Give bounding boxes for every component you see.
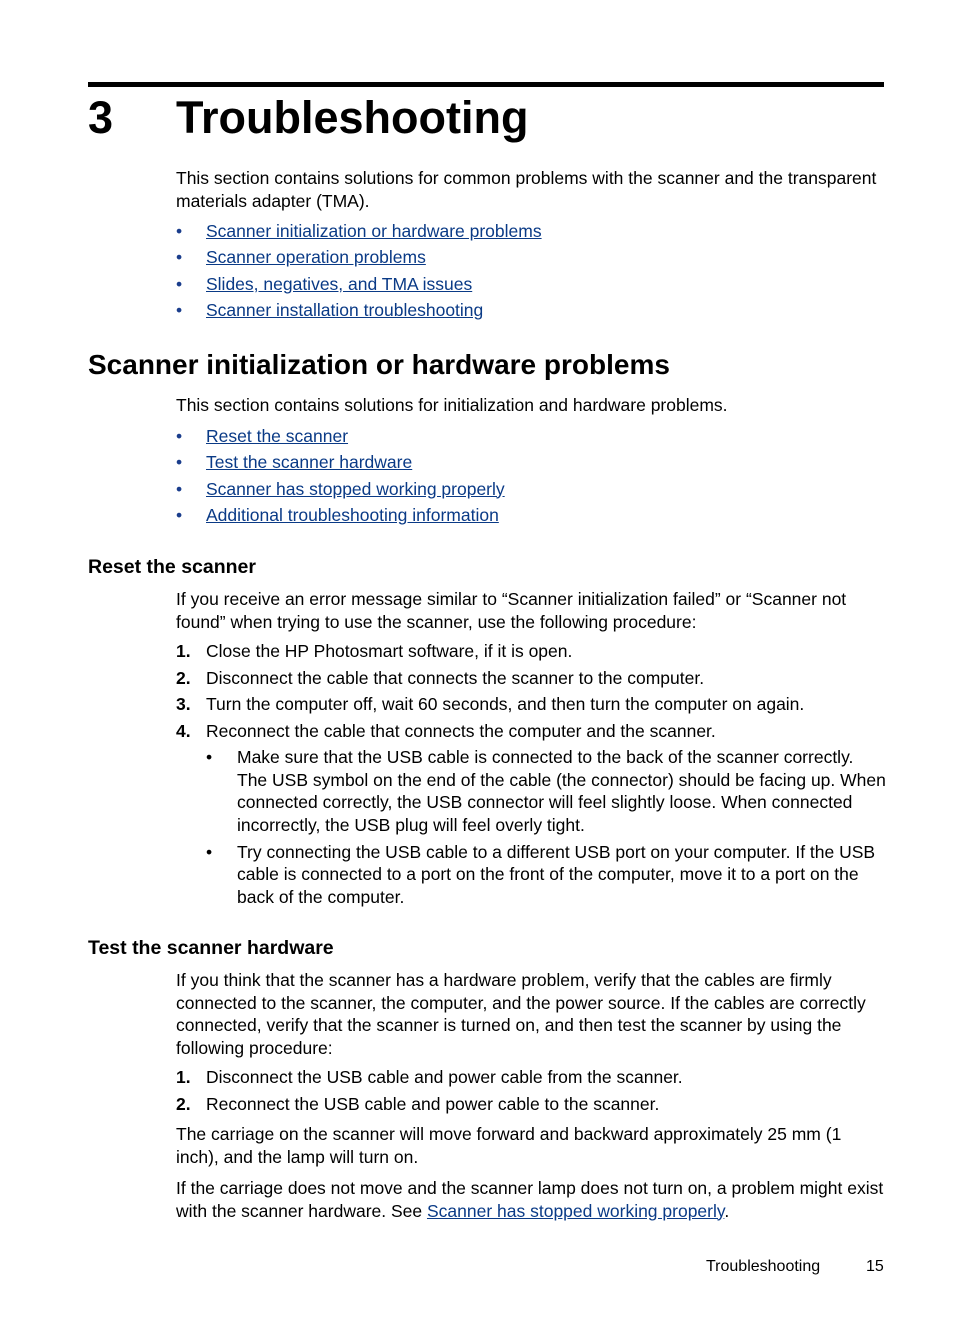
step-text: Reconnect the cable that connects the computer and the scanner. xyxy=(206,721,716,742)
subsection-heading-test: Test the scanner hardware xyxy=(88,937,334,959)
step-text: Disconnect the cable that connects the scanner to the computer. xyxy=(206,667,705,688)
bullet: • xyxy=(206,747,213,767)
list-item xyxy=(176,425,888,448)
bullet: • xyxy=(176,452,183,473)
step-item xyxy=(176,720,888,743)
test-paragraph-carriage: The carriage on the scanner will move forward and backward approximately 25 mm (1 inch), and the lamp will turn on. xyxy=(176,1124,842,1167)
reset-steps xyxy=(176,640,888,747)
footer-section-name: Troubleshooting xyxy=(706,1258,821,1275)
link-slides-negatives-tma[interactable]: Slides, negatives, and TMA issues xyxy=(206,273,473,294)
paragraph-text-end: . xyxy=(724,1200,730,1221)
link-additional-info[interactable]: Additional troubleshooting information xyxy=(206,504,499,525)
sub-bullet-text: Try connecting the USB cable to a different USB port on your computer. If the USB cable is connected to a port on the front of the computer, move it to a port on the back of the computer. xyxy=(237,841,876,907)
bullet: • xyxy=(176,221,183,241)
reset-sub-bullets xyxy=(176,746,888,913)
step-text: Close the HP Photosmart software, if it is open. xyxy=(206,641,573,661)
step-item xyxy=(176,693,888,716)
step-item xyxy=(176,1093,888,1116)
step-item xyxy=(176,640,888,663)
step-text: Turn the computer off, wait 60 seconds, and then turn the computer on again. xyxy=(206,694,805,715)
step-text: Disconnect the USB cable and power cable from the scanner. xyxy=(206,1067,683,1087)
step-number: 1. xyxy=(176,641,191,661)
bullet: • xyxy=(176,478,183,499)
section-intro: This section contains solutions for initialization and hardware problems. xyxy=(176,395,728,415)
link-installation-troubleshooting[interactable]: Scanner installation troubleshooting xyxy=(206,299,484,320)
chapter-title: Troubleshooting xyxy=(176,92,529,143)
reset-intro: If you receive an error message similar to “Scanner initialization failed” or “Scanner not found” when trying to use the scanner, use the following procedure: xyxy=(176,589,847,632)
paragraph-text: If the carriage does not move and the scanner lamp does not turn on, a problem might exist with the scanner hardware. See xyxy=(176,1178,884,1221)
chapter-intro: This section contains solutions for common problems with the scanner and the transparent materials adapter (TMA). xyxy=(176,168,877,211)
bullet: • xyxy=(176,247,183,268)
sub-bullet-text: Make sure that the USB cable is connected to the back of the scanner correctly. The USB symbol on the end of the cable (the connector) should be facing up. When connected correctly, the USB connector will feel slightly loose. When connected incorrectly, the USB plug will feel overly tight. xyxy=(237,747,886,835)
bullet: • xyxy=(176,426,183,446)
subsection-heading-reset: Reset the scanner xyxy=(88,556,256,578)
link-scanner-operation[interactable]: Scanner operation problems xyxy=(206,247,426,268)
list-item xyxy=(176,478,888,501)
chapter-number: 3 xyxy=(88,92,114,143)
bullet: • xyxy=(176,273,183,294)
step-number: 1. xyxy=(176,1067,191,1087)
list-item xyxy=(176,273,888,296)
sub-bullet-item xyxy=(176,841,888,909)
step-item xyxy=(176,667,888,690)
section-heading: Scanner initialization or hardware problems xyxy=(88,349,670,380)
link-scanner-initialization[interactable]: Scanner initialization or hardware problems xyxy=(206,221,542,241)
chapter-link-list xyxy=(176,220,888,325)
step-text: Reconnect the USB cable and power cable to the scanner. xyxy=(206,1093,660,1114)
footer-page-number: 15 xyxy=(866,1258,884,1275)
step-number: 2. xyxy=(176,1093,191,1114)
bullet: • xyxy=(206,841,213,862)
list-item xyxy=(176,246,888,269)
test-intro: If you think that the scanner has a hardware problem, verify that the cables are firmly connected to the scanner, the computer, and the power source. If the cables are correctly connected, verify that the scanner is turned on, and then test the scanner by using the following procedure: xyxy=(176,970,866,1058)
chapter-rule xyxy=(88,82,884,87)
section-link-list xyxy=(176,425,888,530)
list-item xyxy=(176,504,888,527)
test-steps xyxy=(176,1066,888,1119)
step-number: 2. xyxy=(176,667,191,688)
list-item xyxy=(176,451,888,474)
link-test-hardware[interactable]: Test the scanner hardware xyxy=(206,452,413,473)
step-number: 4. xyxy=(176,721,191,742)
list-item xyxy=(176,220,888,243)
sub-bullet-item xyxy=(176,746,888,836)
test-paragraph-hardware xyxy=(176,1177,888,1222)
link-stopped-working-inline[interactable]: Scanner has stopped working properly xyxy=(426,1200,725,1221)
list-item xyxy=(176,299,888,322)
link-reset-scanner[interactable]: Reset the scanner xyxy=(206,426,349,446)
bullet: • xyxy=(176,299,183,320)
bullet: • xyxy=(176,504,183,525)
link-stopped-working[interactable]: Scanner has stopped working properly xyxy=(206,478,505,499)
step-item xyxy=(176,1066,888,1089)
step-number: 3. xyxy=(176,694,191,715)
